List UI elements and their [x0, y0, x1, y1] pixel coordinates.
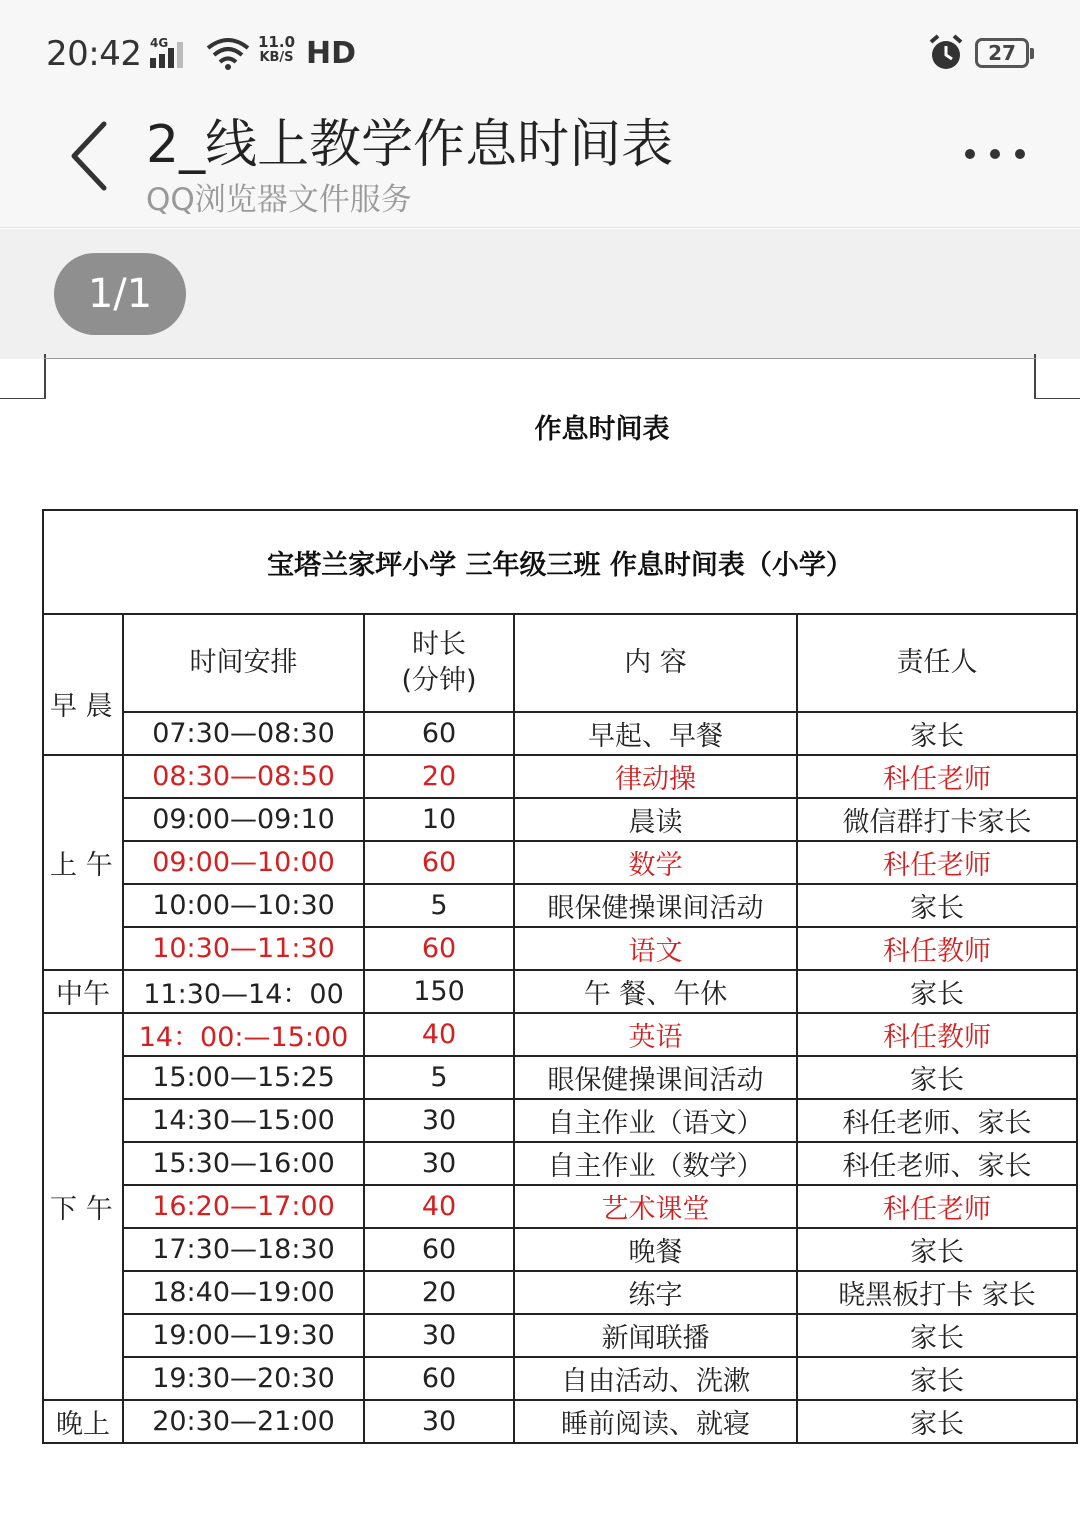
table-row	[43, 927, 1077, 970]
table-row	[43, 1056, 1077, 1099]
column-header-content: 内 容	[514, 614, 797, 712]
table-row	[43, 841, 1077, 884]
table-row	[43, 1013, 1077, 1056]
cell-content: 自主作业（数学）	[514, 1142, 797, 1185]
hd-label: HD	[306, 36, 357, 71]
cell-time: 08:30—08:50	[123, 755, 364, 798]
cell-time: 09:00—10:00	[123, 841, 364, 884]
cell-time: 16:20—17:00	[123, 1185, 364, 1228]
cell-owner: 科任老师	[797, 841, 1077, 884]
cell-time: 19:00—19:30	[123, 1314, 364, 1357]
cell-time: 07:30—08:30	[123, 712, 364, 755]
table-banner: 宝塔兰家坪小学 三年级三班 作息时间表（小学）	[43, 510, 1077, 614]
table-header-row	[43, 614, 1077, 712]
cell-duration: 5	[364, 884, 514, 927]
cell-time: 19:30—20:30	[123, 1357, 364, 1400]
cell-content: 晨读	[514, 798, 797, 841]
cell-owner: 家长	[797, 1056, 1077, 1099]
speed-unit: KB/S	[259, 50, 294, 65]
cell-owner: 科任老师	[797, 1185, 1077, 1228]
network-type: 4G	[150, 36, 169, 50]
cell-duration: 60	[364, 1228, 514, 1271]
cell-duration: 150	[364, 970, 514, 1013]
duration-header-line1: 时长	[412, 629, 466, 660]
cell-content: 语文	[514, 927, 797, 970]
more-icon[interactable]	[960, 144, 1030, 164]
cell-owner: 家长	[797, 1314, 1077, 1357]
cell-content: 新闻联播	[514, 1314, 797, 1357]
cell-owner: 科任老师、家长	[797, 1099, 1077, 1142]
table-row	[43, 1185, 1077, 1228]
cell-owner: 晓黑板打卡 家长	[797, 1271, 1077, 1314]
cell-time: 15:30—16:00	[123, 1142, 364, 1185]
table-row	[43, 712, 1077, 755]
battery-icon: 27	[975, 38, 1029, 68]
cell-content: 睡前阅读、就寝	[514, 1400, 797, 1443]
cell-duration: 30	[364, 1142, 514, 1185]
table-row	[43, 798, 1077, 841]
crop-mark	[44, 358, 1036, 359]
cell-owner: 家长	[797, 1228, 1077, 1271]
document-viewer[interactable]	[0, 229, 1080, 1514]
cell-duration: 30	[364, 1314, 514, 1357]
cell-owner: 家长	[797, 1400, 1077, 1443]
cell-duration: 60	[364, 927, 514, 970]
cell-content: 艺术课堂	[514, 1185, 797, 1228]
cell-content: 律动操	[514, 755, 797, 798]
crop-mark	[0, 398, 46, 399]
cell-duration: 20	[364, 755, 514, 798]
column-header-owner: 责任人	[797, 614, 1077, 712]
page-indicator: 1/1	[54, 253, 186, 335]
cell-time: 17:30—18:30	[123, 1228, 364, 1271]
cell-time: 11:30—14：00	[123, 970, 364, 1013]
cell-content: 晚餐	[514, 1228, 797, 1271]
cell-owner: 科任教师	[797, 1013, 1077, 1056]
schedule-table	[42, 509, 1078, 1444]
back-icon[interactable]	[60, 118, 120, 194]
cell-duration: 40	[364, 1185, 514, 1228]
app-header	[0, 96, 1080, 228]
crop-mark	[1034, 354, 1036, 399]
table-row	[43, 1142, 1077, 1185]
cell-owner: 微信群打卡家长	[797, 798, 1077, 841]
cell-content: 午 餐、午休	[514, 970, 797, 1013]
column-header-time: 时间安排	[123, 614, 364, 712]
cell-content: 早起、早餐	[514, 712, 797, 755]
network-speed	[258, 34, 295, 66]
page-subtitle: QQ浏览器文件服务	[146, 182, 412, 218]
table-row	[43, 1400, 1077, 1443]
cell-owner: 科任老师	[797, 755, 1077, 798]
table-row	[43, 970, 1077, 1013]
cell-content: 眼保健操课间活动	[514, 1056, 797, 1099]
page-title: 2_线上教学作息时间表	[146, 115, 674, 175]
cell-owner: 家长	[797, 1357, 1077, 1400]
alarm-icon	[928, 34, 964, 72]
table-row	[43, 1099, 1077, 1142]
cell-duration: 30	[364, 1099, 514, 1142]
cell-content: 眼保健操课间活动	[514, 884, 797, 927]
table-row	[43, 1357, 1077, 1400]
status-bar	[0, 0, 1080, 96]
column-header-duration	[364, 614, 514, 712]
cell-time: 09:00—09:10	[123, 798, 364, 841]
cell-owner: 科任老师、家长	[797, 1142, 1077, 1185]
status-time: 20:42	[46, 34, 142, 74]
table-row	[43, 755, 1077, 798]
cell-duration: 60	[364, 1357, 514, 1400]
cell-duration: 30	[364, 1400, 514, 1443]
cell-duration: 20	[364, 1271, 514, 1314]
cell-duration: 5	[364, 1056, 514, 1099]
crop-mark	[44, 354, 46, 399]
period-forenoon: 上 午	[43, 755, 123, 970]
cell-time: 20:30—21:00	[123, 1400, 364, 1443]
cell-content: 练字	[514, 1271, 797, 1314]
crop-mark	[1034, 398, 1080, 399]
cell-duration: 10	[364, 798, 514, 841]
period-evening: 晚上	[43, 1400, 123, 1443]
document-title: 作息时间表	[534, 414, 670, 445]
cell-time: 14:30—15:00	[123, 1099, 364, 1142]
table-row	[43, 1271, 1077, 1314]
wifi-icon	[206, 36, 250, 70]
cell-owner: 家长	[797, 712, 1077, 755]
cell-duration: 40	[364, 1013, 514, 1056]
speed-value: 11.0	[258, 33, 296, 51]
cell-time: 15:00—15:25	[123, 1056, 364, 1099]
cell-content: 自主作业（语文）	[514, 1099, 797, 1142]
cell-content: 自由活动、洗漱	[514, 1357, 797, 1400]
cell-duration: 60	[364, 712, 514, 755]
table-row	[43, 1228, 1077, 1271]
cell-owner: 家长	[797, 970, 1077, 1013]
cell-duration: 60	[364, 841, 514, 884]
period-noon: 中午	[43, 970, 123, 1013]
cell-time: 18:40—19:00	[123, 1271, 364, 1314]
table-row	[43, 1314, 1077, 1357]
duration-header-line2: (分钟)	[401, 665, 477, 696]
cell-owner: 科任教师	[797, 927, 1077, 970]
period-morning: 早 晨	[43, 614, 123, 755]
cell-content: 英语	[514, 1013, 797, 1056]
cell-time: 14：00:—15:00	[123, 1013, 364, 1056]
document-page	[0, 359, 1080, 1514]
cell-time: 10:00—10:30	[123, 884, 364, 927]
cell-owner: 家长	[797, 884, 1077, 927]
cell-content: 数学	[514, 841, 797, 884]
period-afternoon: 下 午	[43, 1013, 123, 1400]
table-row	[43, 884, 1077, 927]
cell-time: 10:30—11:30	[123, 927, 364, 970]
